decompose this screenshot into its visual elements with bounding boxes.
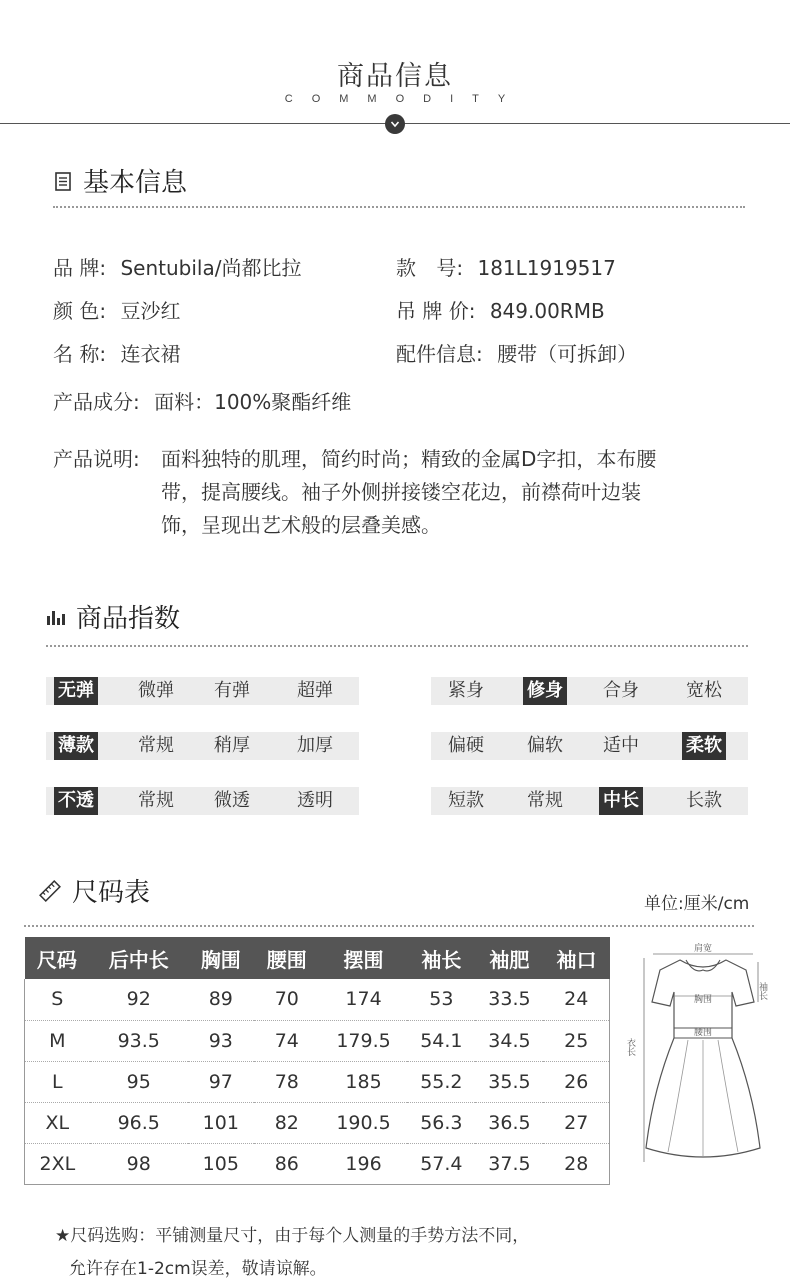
accessory-value: 腰带（可拆卸）	[497, 342, 638, 366]
composition-value: 面料：100%聚酯纤维	[154, 390, 352, 414]
table-row	[25, 1102, 610, 1143]
diagram-label-sleeve: 袖长	[757, 982, 767, 1000]
size-cell: 78	[254, 1061, 320, 1102]
price-row	[396, 295, 605, 324]
size-header-cell: 袖肥	[475, 937, 543, 979]
size-cell: 37.5	[475, 1143, 543, 1184]
index-row-right	[431, 732, 748, 760]
description-line: 面料独特的肌理，简约时尚；精致的金属D字扣，本布腰	[161, 447, 657, 471]
index-row-left	[46, 732, 359, 760]
size-table	[24, 937, 610, 1185]
size-cell: 70	[254, 979, 320, 1020]
index-option: 紧身	[448, 680, 484, 701]
size-divider	[24, 925, 754, 927]
bar-chart-icon	[46, 609, 66, 625]
diagram-label-length: 衣长	[625, 1038, 635, 1056]
index-option-selected: 不透	[54, 787, 98, 815]
accessory-label: 配件信息:	[396, 342, 483, 366]
size-cell: 36.5	[475, 1102, 543, 1143]
index-option: 偏硬	[448, 735, 484, 756]
size-cell: 26	[543, 1061, 609, 1102]
index-option: 长款	[686, 790, 722, 811]
size-cell: 92	[90, 979, 188, 1020]
index-option: 常规	[527, 790, 563, 811]
size-header-cell: 摆围	[320, 937, 408, 979]
index-option: 宽松	[686, 680, 722, 701]
style-value: 181L1919517	[477, 256, 616, 280]
size-cell: 28	[543, 1143, 609, 1184]
composition-row	[53, 386, 351, 415]
document-icon	[53, 171, 73, 191]
size-cell: 33.5	[475, 979, 543, 1020]
size-cell: 105	[188, 1143, 254, 1184]
description-block	[53, 443, 753, 543]
size-header-cell: 腰围	[254, 937, 320, 979]
index-option: 微弹	[138, 680, 174, 701]
basic-info-divider	[53, 206, 745, 208]
index-option: 适中	[603, 735, 639, 756]
unit-label: 单位:厘米/cm	[644, 894, 750, 914]
size-header-cell: 后中长	[90, 937, 188, 979]
index-option: 加厚	[297, 735, 333, 756]
name-label: 名 称:	[53, 342, 107, 366]
size-cell: 27	[543, 1102, 609, 1143]
size-cell: M	[25, 1020, 90, 1061]
size-header-cell: 尺码	[25, 937, 90, 979]
size-cell: 97	[188, 1061, 254, 1102]
description-label: 产品说明:	[53, 447, 140, 471]
table-row	[25, 1020, 610, 1061]
brand-row	[53, 252, 301, 281]
size-table-body	[25, 979, 610, 1184]
index-option-selected: 柔软	[682, 732, 726, 760]
size-title: 尺码表	[72, 878, 151, 908]
style-row	[396, 252, 616, 281]
size-cell: 101	[188, 1102, 254, 1143]
name-row	[53, 338, 180, 367]
size-cell: 82	[254, 1102, 320, 1143]
price-value: 849.00RMB	[489, 299, 605, 323]
page-subtitle: COMMODITY	[284, 93, 525, 105]
diagram-label-shoulder: 肩宽	[694, 944, 713, 954]
color-row	[53, 295, 180, 324]
brand-value: Sentubila/尚都比拉	[120, 256, 302, 280]
name-value: 连衣裙	[120, 342, 181, 366]
index-option-selected: 中长	[599, 787, 643, 815]
index-row-right	[431, 787, 748, 815]
chevron-down-icon	[385, 114, 405, 134]
size-cell: 96.5	[90, 1102, 188, 1143]
index-option-selected: 修身	[523, 677, 567, 705]
size-header-cell: 胸围	[188, 937, 254, 979]
index-title: 商品指数	[76, 604, 181, 634]
size-cell: 74	[254, 1020, 320, 1061]
index-option: 透明	[297, 790, 333, 811]
size-cell: 55.2	[407, 1061, 475, 1102]
size-cell: 2XL	[25, 1143, 90, 1184]
size-cell: 98	[90, 1143, 188, 1184]
index-option: 短款	[448, 790, 484, 811]
composition-label: 产品成分:	[53, 390, 140, 414]
size-cell: 185	[320, 1061, 408, 1102]
basic-info-title: 基本信息	[83, 168, 188, 198]
size-cell: 56.3	[407, 1102, 475, 1143]
description-text	[161, 443, 721, 542]
size-cell: 25	[543, 1020, 609, 1061]
size-heading	[38, 872, 150, 909]
size-cell: 54.1	[407, 1020, 475, 1061]
size-cell: L	[25, 1061, 90, 1102]
table-row	[25, 979, 610, 1020]
size-cell: 86	[254, 1143, 320, 1184]
table-row	[25, 1143, 610, 1184]
index-row-left	[46, 677, 359, 705]
size-header-cell: 袖口	[543, 937, 609, 979]
price-label: 吊 牌 价:	[396, 299, 476, 323]
table-row	[25, 1061, 610, 1102]
size-cell: 95	[90, 1061, 188, 1102]
diagram-label-waist: 腰围	[694, 1028, 713, 1038]
index-option: 稍厚	[214, 735, 250, 756]
index-option: 有弹	[214, 680, 250, 701]
description-line: 带，提高腰线。袖子外侧拼接镂空花边，前襟荷叶边装	[161, 480, 641, 504]
index-option: 超弹	[297, 680, 333, 701]
ruler-icon	[38, 879, 62, 903]
color-label: 颜 色:	[53, 299, 107, 323]
index-option: 合身	[603, 680, 639, 701]
size-cell: 24	[543, 979, 609, 1020]
size-cell: 57.4	[407, 1143, 475, 1184]
size-header-cell: 袖长	[407, 937, 475, 979]
index-row-left	[46, 787, 359, 815]
brand-label: 品 牌:	[53, 256, 107, 280]
size-cell: 174	[320, 979, 408, 1020]
description-line: 饰，呈现出艺术般的层叠美感。	[161, 513, 441, 537]
index-option-selected: 薄款	[54, 732, 98, 760]
note-line: ★尺码选购：平铺测量尺寸，由于每个人测量的手势方法不同，	[55, 1226, 530, 1246]
size-cell: XL	[25, 1102, 90, 1143]
index-option: 微透	[214, 790, 250, 811]
color-value: 豆沙红	[120, 299, 181, 323]
index-option: 偏软	[527, 735, 563, 756]
size-cell: 89	[188, 979, 254, 1020]
size-cell: 93.5	[90, 1020, 188, 1061]
accessory-row	[396, 338, 637, 367]
dress-diagram	[625, 940, 778, 1170]
size-cell: 179.5	[320, 1020, 408, 1061]
size-cell: 190.5	[320, 1102, 408, 1143]
basic-info-heading	[53, 162, 187, 199]
index-option: 常规	[138, 735, 174, 756]
index-divider	[46, 645, 748, 647]
diagram-label-chest: 胸围	[694, 995, 713, 1005]
size-cell: 34.5	[475, 1020, 543, 1061]
size-cell: 53	[407, 979, 475, 1020]
size-cell: S	[25, 979, 90, 1020]
size-cell: 35.5	[475, 1061, 543, 1102]
index-option: 常规	[138, 790, 174, 811]
style-label: 款 号:	[396, 256, 464, 280]
note-line: 允许存在1-2cm误差，敬请谅解。	[69, 1259, 327, 1279]
page-title: 商品信息	[337, 61, 453, 92]
size-cell: 196	[320, 1143, 408, 1184]
index-row-right	[431, 677, 748, 705]
index-heading	[46, 598, 180, 635]
index-option-selected: 无弹	[54, 677, 98, 705]
size-table-header	[25, 937, 610, 979]
size-cell: 93	[188, 1020, 254, 1061]
